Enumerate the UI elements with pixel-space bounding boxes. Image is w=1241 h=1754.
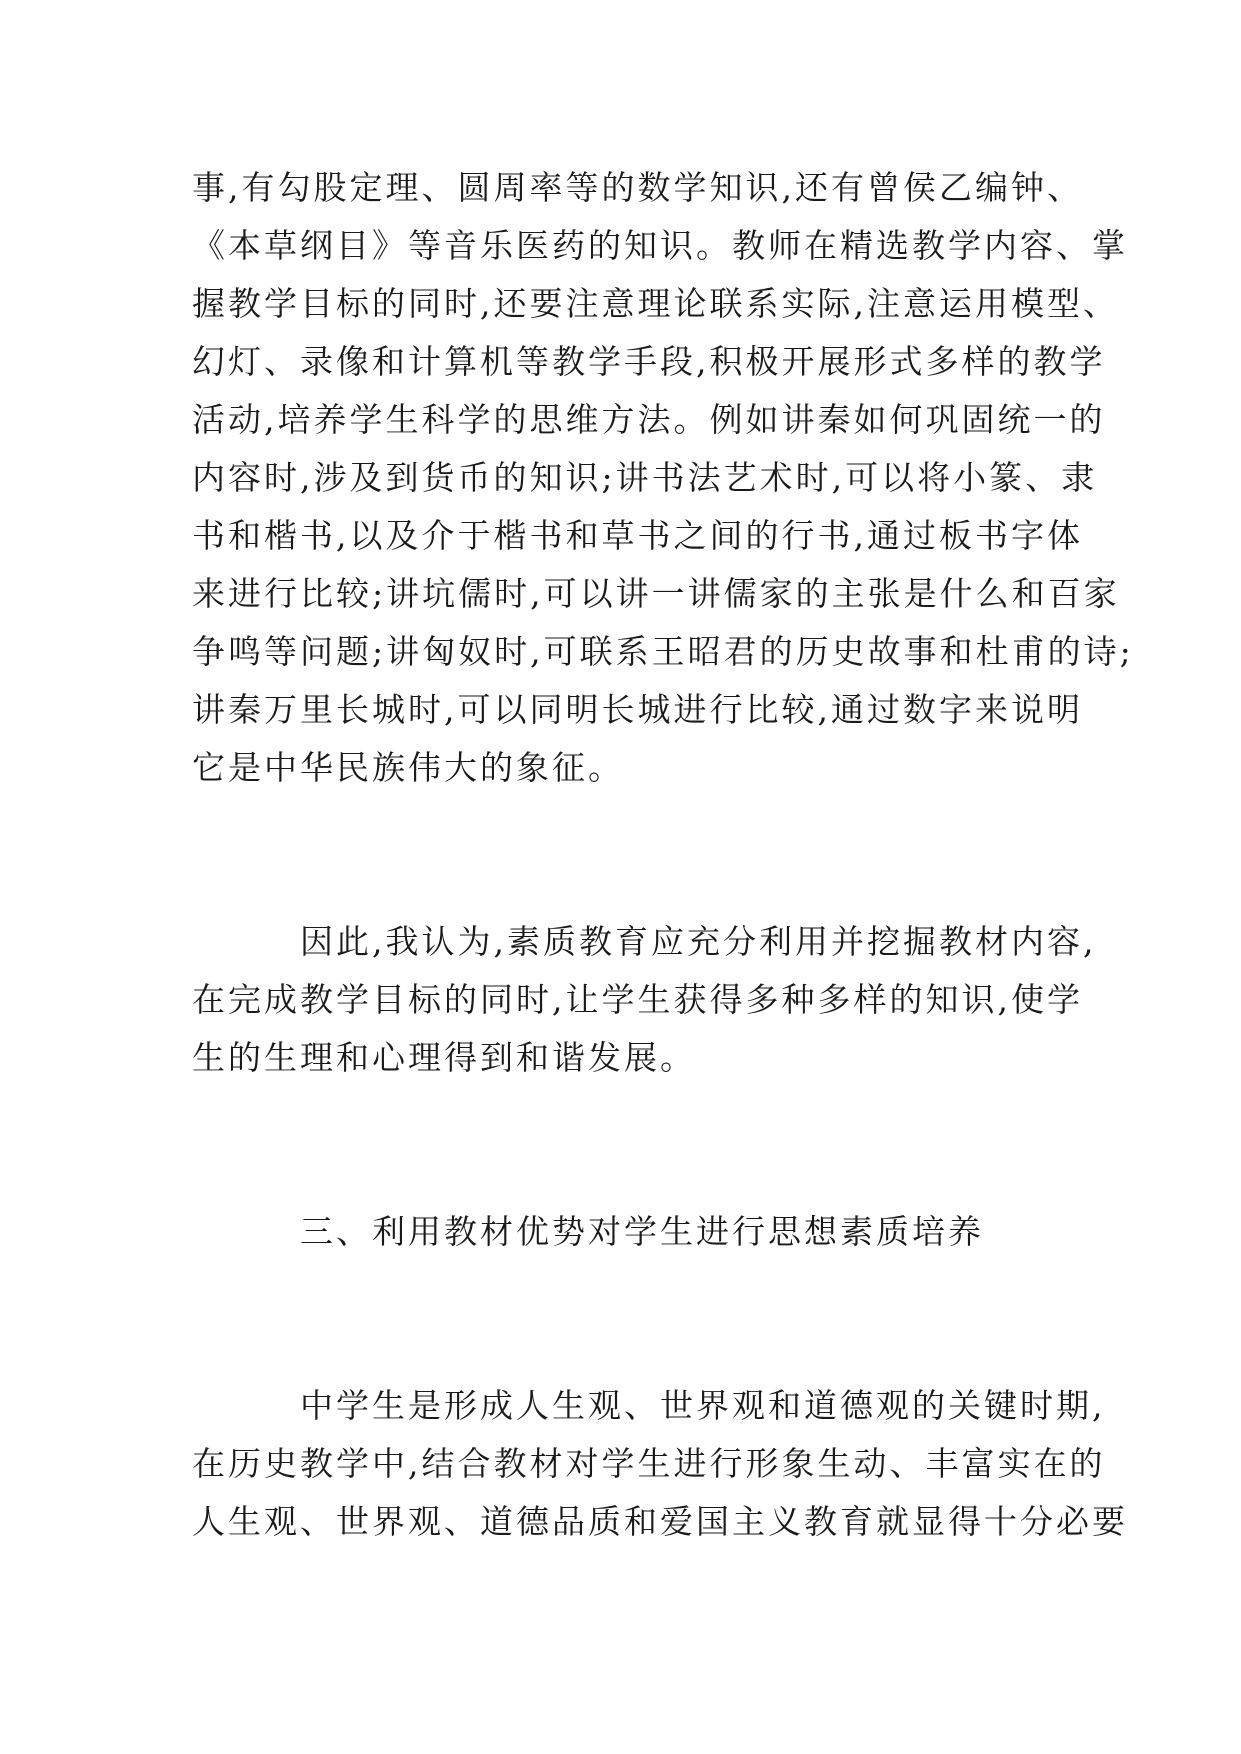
- section-heading: 三、利用教材优势对学生进行思想素质培养: [300, 1212, 984, 1251]
- text-line: 书和楷书,以及介于楷书和草书之间的行书,通过板书字体: [192, 516, 1083, 555]
- text-line: 《本草纲目》等音乐医药的知识。教师在精选教学内容、掌: [192, 226, 1128, 265]
- text-line: 握教学目标的同时,还要注意理论联系实际,注意运用模型、: [192, 284, 1119, 323]
- text-line: 人生观、世界观、道德品质和爱国主义教育就显得十分必要: [192, 1502, 1128, 1541]
- text-line: 内容时,涉及到货币的知识;讲书法艺术时,可以将小篆、隶: [192, 458, 1098, 497]
- text-line: 中学生是形成人生观、世界观和道德观的关键时期,: [300, 1386, 1106, 1425]
- text-line: 因此,我认为,素质教育应充分利用并挖掘教材内容,: [300, 922, 1097, 961]
- text-line: 它是中华民族伟大的象征。: [192, 748, 624, 787]
- text-line: 在历史教学中,结合教材对学生进行形象生动、丰富实在的: [192, 1444, 1106, 1483]
- text-line: 在完成教学目标的同时,让学生获得多种多样的知识,使学: [192, 980, 1083, 1019]
- text-line: 生的生理和心理得到和谐发展。: [192, 1038, 696, 1077]
- text-line: 争鸣等问题;讲匈奴时,可联系王昭君的历史故事和杜甫的诗;: [192, 632, 1134, 671]
- text-line: 活动,培养学生科学的思维方法。例如讲秦如何巩固统一的: [192, 400, 1106, 439]
- text-line: 事,有勾股定理、圆周率等的数学知识,还有曾侯乙编钟、: [192, 168, 1083, 207]
- text-line: 幻灯、录像和计算机等教学手段,积极开展形式多样的教学: [192, 342, 1106, 381]
- text-line: 来进行比较;讲坑儒时,可以讲一讲儒家的主张是什么和百家: [192, 574, 1120, 613]
- text-line: 讲秦万里长城时,可以同明长城进行比较,通过数字来说明: [192, 690, 1083, 729]
